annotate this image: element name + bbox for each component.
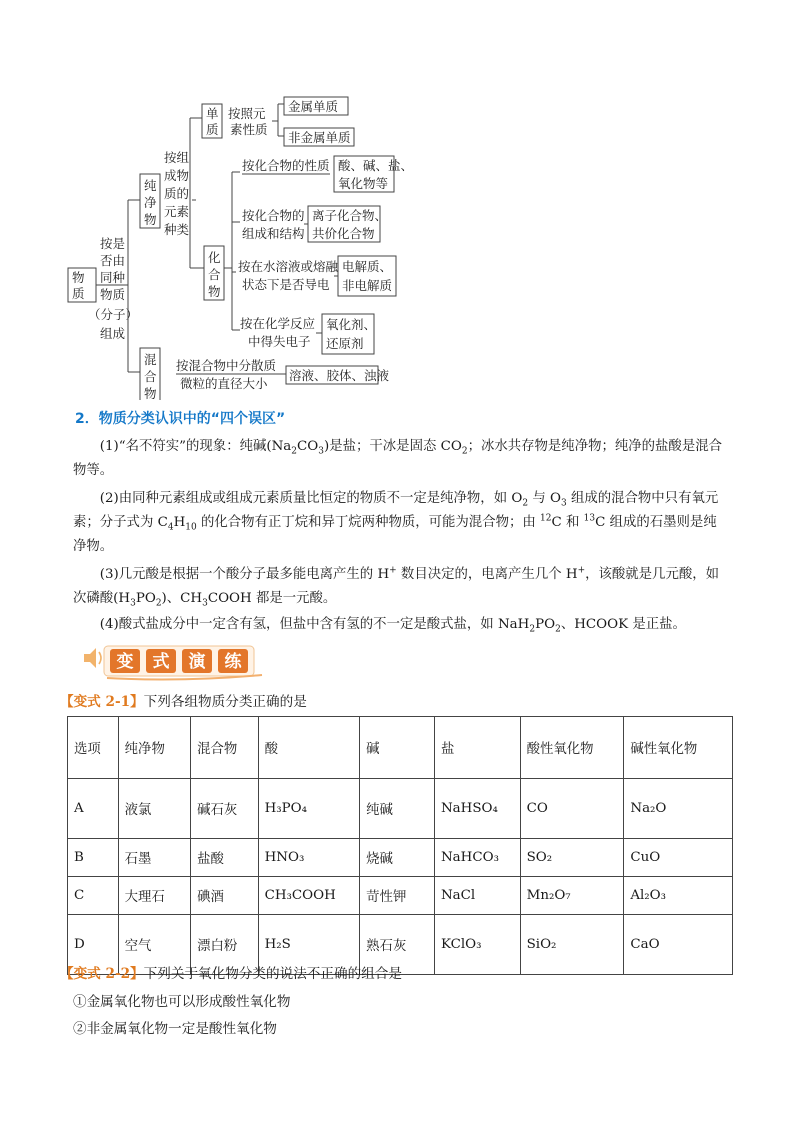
table-header: 酸性氧化物 bbox=[520, 717, 624, 779]
mixtureLabel-char: 合 bbox=[144, 369, 157, 384]
practice-banner bbox=[82, 638, 292, 682]
table-cell: 纯碱 bbox=[360, 779, 435, 839]
paragraph-2: (2)由同种元素组成或组成元素质量比恒定的物质不一定是纯净物，如 $O_2$ 与 $O_3$ 组成的混合物中只有氧元素；分子式为 $C_4H_{10}$ 的化合物有正丁烷和异丁烷两种物质，可能为混合物；由 $^{12}$C 和 $^{13}$C 组成的石墨则是纯净物。 bbox=[73, 491, 719, 554]
banner-char: 变 bbox=[116, 652, 134, 672]
table-cell: H₂S bbox=[258, 915, 360, 975]
section-title: 2．物质分类认识中的“四个误区” bbox=[75, 411, 286, 427]
question-tag: 【变式 2-1】 bbox=[60, 694, 144, 710]
leaf-electrolyte-1: 电解质、 bbox=[342, 259, 393, 274]
table-cell: KClO₃ bbox=[434, 915, 520, 975]
pure-label bbox=[144, 178, 157, 227]
table-cell: C bbox=[68, 877, 119, 915]
pureLabel-char: 纯 bbox=[144, 178, 157, 193]
table-cell: HNO₃ bbox=[258, 839, 360, 877]
element-label bbox=[206, 106, 219, 137]
svg-text:（分子）: （分子） bbox=[88, 307, 139, 322]
table-cell: CO bbox=[520, 779, 624, 839]
paragraph-3: (3)几元酸是根据一个酸分子最多能电离产生的 H+ 数目决定的，电离产生几个 H+，该酸就是几元酸，如次磷酸$(H_3PO_2)$、$CH_3COOH$ 都是一元酸。 bbox=[73, 565, 720, 609]
compoundLabel-char: 物 bbox=[208, 284, 221, 299]
svg-text:元素: 元素 bbox=[164, 204, 190, 219]
leaf-ionic-covalent-2: 共价化合物 bbox=[312, 226, 375, 241]
pureLabel-char: 净 bbox=[144, 195, 157, 210]
element-basis-2: 素性质 bbox=[230, 122, 268, 137]
svg-text:成物: 成物 bbox=[164, 168, 190, 183]
table-cell: SO₂ bbox=[520, 839, 624, 877]
paragraph-1: (1)“名不符实”的现象：纯碱$(Na_2CO_3)$是盐；干冰是固态 $CO_2$；冰水共存物是纯净物；纯净的盐酸是混合物等。 bbox=[73, 439, 722, 478]
leaf-dispersion-text: 溶液、胶体、浊液 bbox=[289, 368, 390, 383]
classification-table bbox=[67, 716, 733, 975]
table-header-row bbox=[68, 717, 733, 779]
svg-text:种类: 种类 bbox=[164, 222, 190, 237]
table-cell: 盐酸 bbox=[191, 839, 259, 877]
leaf-ionic-covalent-1: 离子化合物、 bbox=[312, 208, 388, 223]
table-cell: Na₂O bbox=[624, 779, 733, 839]
svg-text:按是: 按是 bbox=[100, 236, 126, 251]
table-cell: Al₂O₃ bbox=[624, 877, 733, 915]
compound-basis-redox-2: 中得失电子 bbox=[248, 334, 311, 349]
banner-char: 式 bbox=[152, 652, 170, 672]
table-cell: 空气 bbox=[118, 915, 190, 975]
table-cell: CH₃COOH bbox=[258, 877, 360, 915]
question-text: 下列各组物质分类正确的是 bbox=[143, 694, 307, 710]
table-cell: 烧碱 bbox=[360, 839, 435, 877]
table-cell: 液氯 bbox=[118, 779, 190, 839]
svg-text:质的: 质的 bbox=[164, 186, 190, 201]
question-2-2 bbox=[60, 962, 402, 982]
table-header: 碱 bbox=[360, 717, 435, 779]
table-cell: 石墨 bbox=[118, 839, 190, 877]
compound-label bbox=[208, 250, 221, 299]
svg-text:物质: 物质 bbox=[100, 287, 126, 302]
leaf-electrolyte-2: 非电解质 bbox=[342, 278, 393, 293]
table-cell: 熟石灰 bbox=[360, 915, 435, 975]
pureLabel-char: 物 bbox=[144, 212, 157, 227]
table-cell: 大理石 bbox=[118, 877, 190, 915]
table-cell: SiO₂ bbox=[520, 915, 624, 975]
mixture-basis-1: 按混合物中分散质 bbox=[176, 358, 277, 373]
leaf-redox-agent-1: 氧化剂、 bbox=[326, 317, 377, 332]
table-cell: CaO bbox=[624, 915, 733, 975]
mixtureLabel-char: 物 bbox=[144, 386, 157, 400]
table-header: 碱性氧化物 bbox=[624, 717, 733, 779]
leaf-acid-base-salt-1: 酸、碱、盐、 bbox=[338, 158, 414, 173]
table-header: 混合物 bbox=[191, 717, 259, 779]
pure-basis bbox=[164, 150, 190, 237]
statement-2: ②非金属氧化物一定是酸性氧化物 bbox=[73, 1021, 277, 1037]
table-cell: B bbox=[68, 839, 119, 877]
compound-basis-structure-1: 按化合物的 bbox=[242, 208, 305, 223]
svg-text:按组: 按组 bbox=[164, 150, 190, 165]
table-cell: 碱石灰 bbox=[191, 779, 259, 839]
table-cell: 碘酒 bbox=[191, 877, 259, 915]
paragraph-4: (4)酸式盐成分中一定含有氢，但盐中含有氢的不一定是酸式盐，如 $NaH_2PO_2$、HCOOK 是正盐。 bbox=[99, 617, 686, 635]
table-cell: D bbox=[68, 915, 119, 975]
question-tag: 【变式 2-2】 bbox=[60, 966, 144, 982]
table-row bbox=[68, 779, 733, 839]
compound-basis-property: 按化合物的性质 bbox=[242, 158, 330, 173]
banner-char: 演 bbox=[188, 652, 206, 672]
table-cell: Mn₂O₇ bbox=[520, 877, 624, 915]
root-label-1: 物 bbox=[72, 270, 85, 285]
question-text: 下列关于氧化物分类的说法不正确的组合是 bbox=[143, 966, 402, 982]
mixtureLabel-char: 混 bbox=[144, 352, 157, 367]
svg-text:组成: 组成 bbox=[100, 326, 126, 341]
speaker-icon bbox=[84, 648, 101, 668]
leaf-redox-agent-2: 还原剂 bbox=[326, 336, 364, 351]
table-row bbox=[68, 839, 733, 877]
root-label-2: 质 bbox=[72, 286, 85, 301]
compound-basis-conduct-2: 状态下是否导电 bbox=[242, 277, 330, 292]
element-basis-1: 按照元 bbox=[228, 106, 266, 121]
elementLabel-char: 质 bbox=[206, 122, 219, 137]
compound-basis-redox-1: 按在化学反应 bbox=[240, 316, 316, 331]
leaf-acid-base-salt-2: 氧化物等 bbox=[338, 176, 389, 191]
svg-text:同种: 同种 bbox=[100, 270, 126, 285]
banner-char: 练 bbox=[224, 652, 242, 672]
mixture-basis-2: 微粒的直径大小 bbox=[180, 376, 268, 391]
compound-basis-conduct-1: 按在水溶液或熔融 bbox=[238, 259, 339, 274]
compound-basis-structure-2: 组成和结构 bbox=[242, 226, 305, 241]
classification-diagram bbox=[0, 0, 800, 400]
leaf-nonmetal-element-text: 非金属单质 bbox=[288, 130, 351, 145]
table-header: 酸 bbox=[258, 717, 360, 779]
table-cell: 苛性钾 bbox=[360, 877, 435, 915]
mixture-label bbox=[144, 352, 157, 400]
table-cell: NaHCO₃ bbox=[434, 839, 520, 877]
table-cell: NaCl bbox=[434, 877, 520, 915]
table-cell: CuO bbox=[624, 839, 733, 877]
table-header: 选项 bbox=[68, 717, 119, 779]
table-cell: 漂白粉 bbox=[191, 915, 259, 975]
table-header: 纯净物 bbox=[118, 717, 190, 779]
table-row bbox=[68, 877, 733, 915]
question-2-1 bbox=[60, 690, 307, 710]
table-cell: H₃PO₄ bbox=[258, 779, 360, 839]
leaf-metal-element-text: 金属单质 bbox=[288, 99, 339, 114]
table-header: 盐 bbox=[434, 717, 520, 779]
svg-text:否由: 否由 bbox=[100, 253, 126, 268]
elementLabel-char: 单 bbox=[206, 106, 219, 121]
table-cell: A bbox=[68, 779, 119, 839]
table-cell: NaHSO₄ bbox=[434, 779, 520, 839]
statement-1: ①金属氧化物也可以形成酸性氧化物 bbox=[73, 994, 291, 1010]
compoundLabel-char: 化 bbox=[208, 250, 221, 265]
compoundLabel-char: 合 bbox=[208, 267, 221, 282]
